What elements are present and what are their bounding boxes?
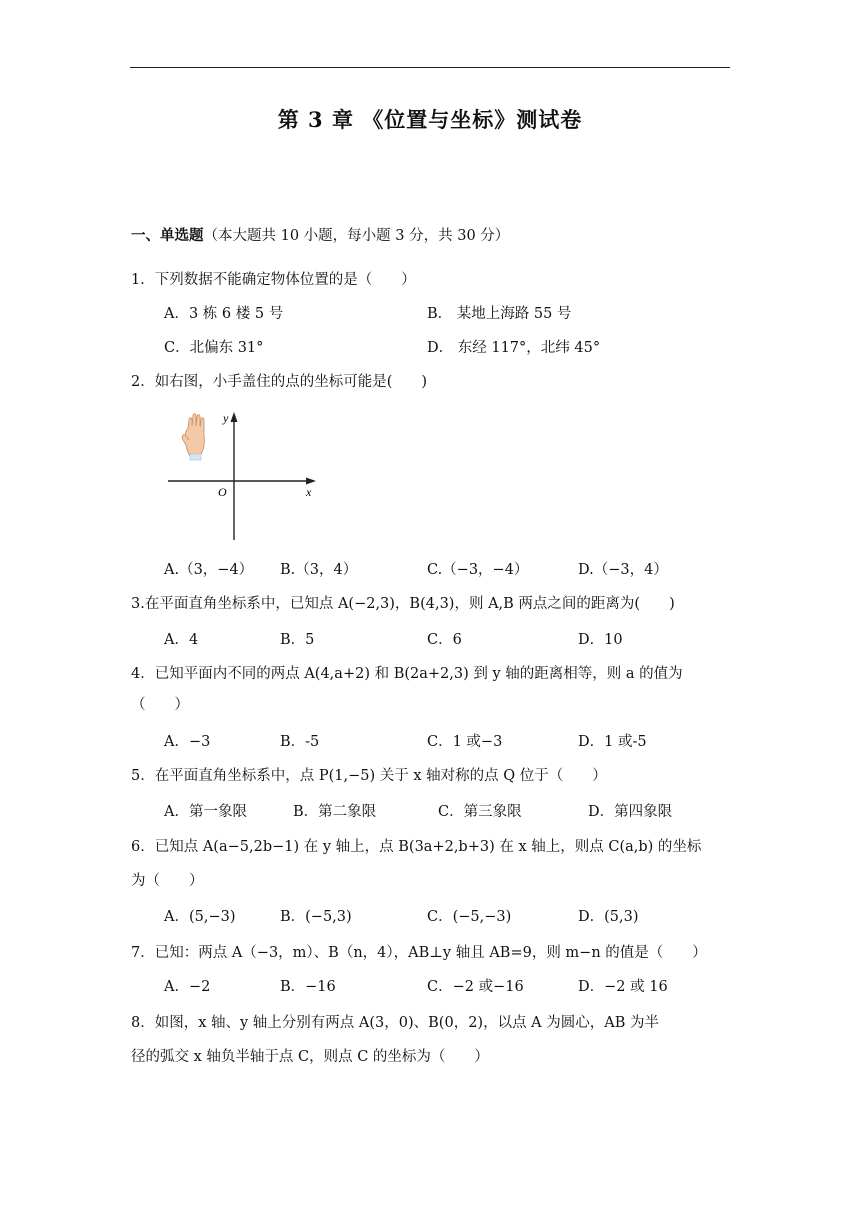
- question-8-stem-line-2: 径的弧交 x 轴负半轴于点 C，则点 C 的坐标为（ ）: [131, 1049, 489, 1065]
- question-7-option-d: D．−2 或 16: [578, 979, 668, 995]
- header-rule: [130, 67, 730, 68]
- question-5-option-d: D．第四象限: [588, 804, 673, 820]
- question-7-option-b: B．−16: [280, 979, 336, 995]
- question-2-stem: 2．如右图，小手盖住的点的坐标可能是( ): [131, 374, 428, 390]
- question-5-option-c: C．第三象限: [438, 804, 522, 820]
- question-6-option-b: B．(−5,3): [280, 909, 352, 925]
- question-4-option-b: B．-5: [280, 734, 320, 750]
- y-axis-arrow-icon: [231, 412, 238, 422]
- question-6-option-c: C．(−5,−3): [427, 909, 512, 925]
- question-7-option-a: A．−2: [164, 979, 211, 995]
- question-2-option-b: B.（3，4）: [280, 562, 358, 578]
- question-2-option-a: A.（3，−4）: [164, 562, 254, 578]
- y-axis-label: y: [223, 411, 229, 425]
- question-6-option-a: A．(5,−3): [164, 909, 236, 925]
- x-axis-arrow-icon: [306, 478, 316, 485]
- question-6-option-d: D．(5,3): [578, 909, 639, 925]
- question-5-stem: 5．在平面直角坐标系中，点 P(1,−5) 关于 x 轴对称的点 Q 位于（ ）: [131, 768, 607, 784]
- question-3-option-d: D．10: [578, 632, 623, 648]
- question-5-option-a: A．第一象限: [164, 804, 247, 820]
- question-6-stem-line-1: 6．已知点 A(a−5,2b−1) 在 y 轴上，点 B(3a+2,b+3) 在 x 轴上，则点 C(a,b) 的坐标: [131, 839, 702, 855]
- question-7-option-c: C．−2 或−16: [427, 979, 524, 995]
- origin-label: O: [218, 485, 227, 499]
- question-4-option-c: C．1 或−3: [427, 734, 503, 750]
- question-6-stem-line-2: 为（ ）: [131, 873, 204, 889]
- question-4-stem-line-1: 4．已知平面内不同的两点 A(4,a+2) 和 B(2a+2,3) 到 y 轴的距离相等，则 a 的值为: [131, 666, 683, 682]
- question-7-stem: 7．已知：两点 A（−3，m）、B（n，4），AB⊥y 轴且 AB=9，则 m−n 的值是（ ）: [131, 945, 707, 961]
- question-4-option-d: D．1 或-5: [578, 734, 647, 750]
- question-2-option-c: C.（−3，−4）: [427, 562, 529, 578]
- section-heading-label: 一、单选题: [131, 227, 204, 244]
- question-8-stem-line-1: 8．如图，x 轴、y 轴上分别有两点 A(3，0)、B(0，2)，以点 A 为圆心，AB 为半: [131, 1015, 660, 1031]
- question-2-option-d: D.（−3，4）: [578, 562, 668, 578]
- question-3-option-b: B．5: [280, 632, 315, 648]
- question-1-option-c: C．北偏东 31°: [164, 340, 264, 356]
- question-3-option-a: A．4: [164, 632, 199, 648]
- x-axis-label: x: [306, 485, 312, 499]
- question-3-option-c: C．6: [427, 632, 462, 648]
- section-note: （本大题共 10 小题，每小题 3 分，共 30 分）: [203, 228, 510, 244]
- question-4-option-a: A．−3: [164, 734, 211, 750]
- question-1-stem: 1．下列数据不能确定物体位置的是（ ）: [131, 272, 416, 288]
- coordinate-figure: [166, 410, 322, 542]
- question-1-option-a: A．3 栋 6 楼 5 号: [164, 306, 284, 322]
- section-heading: [131, 226, 736, 246]
- question-1-option-b: B． 某地上海路 55 号: [427, 306, 572, 322]
- page-title: 第 3 章 《位置与坐标》测试卷: [277, 107, 583, 132]
- question-1-option-d: D． 东经 117°，北纬 45°: [427, 340, 601, 356]
- question-3-stem: 3.在平面直角坐标系中，已知点 A(−2,3)，B(4,3)，则 A,B 两点之间的距离为( ): [131, 596, 675, 612]
- question-5-option-b: B．第二象限: [293, 804, 377, 820]
- hand-icon: [182, 414, 204, 460]
- question-4-stem-line-2: （ ）: [131, 697, 189, 713]
